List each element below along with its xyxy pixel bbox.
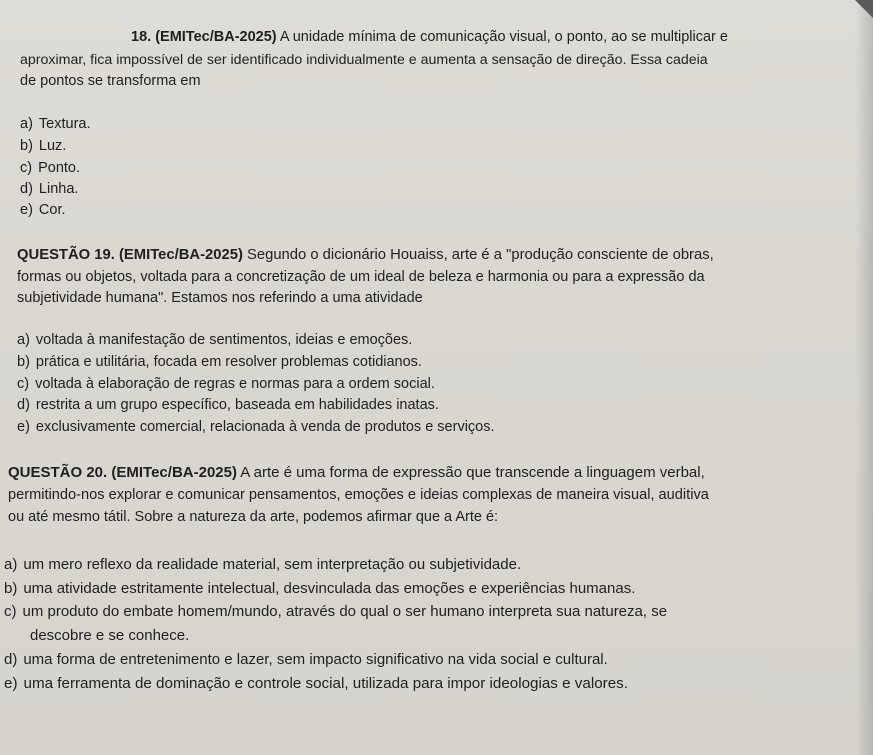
q20-number: QUESTÃO 20.: [8, 464, 108, 481]
q20-option-d-letter: d): [4, 651, 18, 668]
q19-option-d-text: restrita a um grupo específico, baseada em habilidades inatas.: [35, 397, 439, 413]
q18-option-d-text: Linha.: [38, 181, 79, 197]
q19-text-1: Segundo o dicionário Houaiss, arte é a "produção consciente de obras,: [242, 247, 714, 263]
q20-option-e-text: uma ferramenta de dominação e controle social, utilizada para impor ideologias e valores.: [23, 675, 628, 692]
q18-option-c: [20, 159, 80, 177]
q18-option-a: [20, 115, 91, 133]
q18-option-e-letter: e): [20, 202, 33, 218]
q20-option-c-continuation: [30, 627, 189, 645]
q20-statement-line-3: ou até mesmo tátil. Sobre a natureza da arte, podemos afirmar que a Arte é:: [8, 509, 499, 525]
q19-option-c: [17, 375, 435, 393]
q20-option-b-text: uma atividade estritamente intelectual, desvinculada das emoções e experiências humanas.: [23, 580, 636, 597]
q18-option-e: [20, 201, 66, 219]
q19-option-b: [17, 353, 422, 371]
q18-option-b: [20, 137, 66, 155]
q20-option-a-letter: a): [4, 556, 18, 573]
q20-option-e-letter: e): [4, 675, 18, 692]
q19-option-c-letter: c): [17, 376, 30, 392]
q20-option-d: [4, 651, 608, 669]
q18-option-a-text: Textura.: [38, 116, 91, 132]
q18-statement-line-3: de pontos se transforma em: [20, 73, 201, 89]
q19-option-a-text: voltada à manifestação de sentimentos, ideias e emoções.: [35, 332, 413, 348]
q18-option-e-text: Cor.: [38, 202, 66, 218]
q18-option-c-text: Ponto.: [38, 160, 81, 176]
q19-option-a: [17, 331, 412, 349]
q20-option-c-text: um produto do embate homem/mundo, através do qual o ser humano interpreta sua natureza, se: [22, 603, 668, 620]
q19-option-d: [17, 396, 439, 414]
q20-option-c: [4, 603, 667, 621]
q20-text-1: A arte é uma forma de expressão que transcende a linguagem verbal,: [236, 464, 705, 481]
q19-option-b-text: prática e utilitária, focada em resolver problemas cotidianos.: [35, 354, 422, 370]
q18-number: 18.: [131, 29, 152, 45]
q18-statement-line-1: [131, 28, 728, 46]
page-edge-shadow: [855, 0, 873, 755]
q19-statement-line-1: [17, 246, 714, 264]
q19-option-c-text: voltada à elaboração de regras e normas para a ordem social.: [35, 376, 435, 392]
q18-option-c-letter: c): [20, 160, 33, 176]
q18-option-d: [20, 180, 78, 198]
q20-option-a: [4, 556, 521, 574]
q20-option-c-letter: c): [4, 603, 17, 620]
q18-option-b-text: Luz.: [38, 138, 67, 154]
q18-statement-line-2: aproximar, fica impossível de ser identificado individualmente e aumenta a sensação de direção. Essa cadeia: [20, 52, 708, 68]
q20-statement-line-2: permitindo-nos explorar e comunicar pensamentos, emoções e ideias complexas de maneira visual, auditiva: [8, 487, 709, 503]
q18-source: (EMITec/BA-2025): [155, 29, 277, 45]
q19-statement-line-2: formas ou objetos, voltada para a concretização de um ideal de beleza e harmonia ou para a expressão da: [17, 269, 705, 285]
q20-option-e: [4, 675, 628, 693]
q19-option-e-text: exclusivamente comercial, relacionada à venda de produtos e serviços.: [35, 419, 495, 435]
q18-option-b-letter: b): [20, 138, 33, 154]
q20-statement-line-1: [8, 464, 705, 482]
q19-statement-line-3: subjetividade humana". Estamos nos referindo a uma atividade: [17, 290, 423, 306]
q19-option-b-letter: b): [17, 354, 30, 370]
q20-option-a-text: um mero reflexo da realidade material, sem interpretação ou subjetividade.: [23, 556, 522, 573]
q20-option-b: [4, 580, 635, 598]
q19-number: QUESTÃO 19.: [17, 247, 115, 263]
q20-option-d-text: uma forma de entretenimento e lazer, sem impacto significativo na vida social e cultural.: [23, 651, 608, 668]
q20-option-c-text-2: descobre e se conhece.: [30, 627, 190, 644]
page-corner: [855, 0, 873, 18]
q19-option-e-letter: e): [17, 419, 30, 435]
q19-option-e: [17, 418, 495, 436]
q18-option-d-letter: d): [20, 181, 33, 197]
q20-source: (EMITec/BA-2025): [111, 464, 237, 481]
q18-option-a-letter: a): [20, 116, 33, 132]
q19-source: (EMITec/BA-2025): [118, 247, 243, 263]
q19-option-a-letter: a): [17, 332, 30, 348]
q20-option-b-letter: b): [4, 580, 18, 597]
q19-option-d-letter: d): [17, 397, 30, 413]
q18-text-1: A unidade mínima de comunicação visual, o ponto, ao se multiplicar e: [276, 29, 728, 45]
